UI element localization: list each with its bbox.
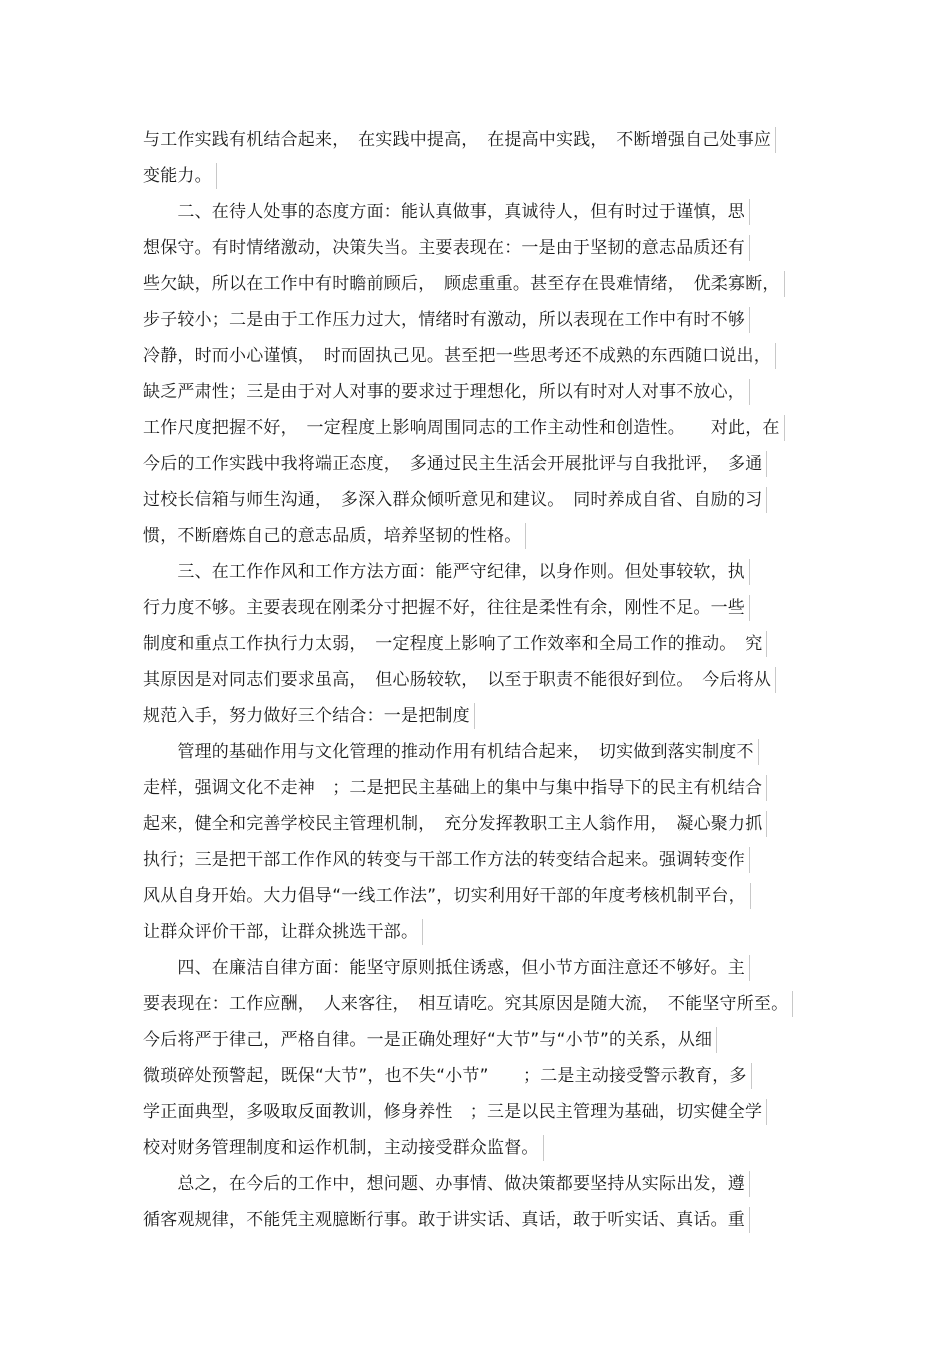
line-text: 校对财务管理制度和运作机制，主动接受群众监督。 bbox=[143, 1138, 539, 1158]
text-line bbox=[143, 158, 217, 194]
text-line bbox=[143, 1058, 752, 1094]
line-text: 些欠缺，所以在工作中有时瞻前顾后， 顾虑重重。甚至存在畏难情绪， 优柔寡断， bbox=[143, 274, 780, 294]
line-text: 四、在廉洁自律方面：能坚守原则抵住诱惑，但小节方面注意还不够好。主 bbox=[143, 958, 745, 978]
text-line bbox=[143, 626, 767, 662]
text-cursor-marker bbox=[474, 703, 475, 729]
text-line bbox=[143, 482, 767, 518]
text-cursor-marker bbox=[784, 415, 785, 441]
text-line bbox=[143, 662, 776, 698]
line-text: 过校长信箱与师生沟通， 多深入群众倾听意见和建议。 同时养成自省、自励的习 bbox=[143, 490, 763, 510]
text-cursor-marker bbox=[716, 1027, 717, 1053]
text-line bbox=[143, 842, 750, 878]
text-line bbox=[143, 698, 475, 734]
text-line bbox=[143, 446, 767, 482]
text-cursor-marker bbox=[766, 631, 767, 657]
line-text: 让群众评价干部，让群众挑选干部。 bbox=[143, 922, 419, 942]
line-text: 今后的工作实践中我将端正态度， 多通过民主生活会开展批评与自我批评， 多通 bbox=[143, 454, 763, 474]
line-text: 二、在待人处事的态度方面：能认真做事，真诚待人，但有时过于谨慎，思 bbox=[143, 202, 745, 222]
text-cursor-marker bbox=[775, 127, 776, 153]
line-text: 缺乏严肃性；三是由于对人对事的要求过于理想化，所以有时对人对事不放心， bbox=[143, 382, 745, 402]
line-text: 想保守。有时情绪激动，决策失当。主要表现在：一是由于坚韧的意志品质还有 bbox=[143, 238, 745, 258]
line-text: 其原因是对同志们要求虽高， 但心肠较软， 以至于职责不能很好到位。 今后将从 bbox=[143, 670, 772, 690]
text-cursor-marker bbox=[749, 595, 750, 621]
text-cursor-marker bbox=[766, 775, 767, 801]
text-line bbox=[143, 770, 767, 806]
text-cursor-marker bbox=[749, 307, 750, 333]
text-cursor-marker bbox=[749, 559, 750, 585]
text-line bbox=[143, 122, 776, 158]
text-cursor-marker bbox=[525, 523, 526, 549]
text-line bbox=[143, 1022, 717, 1058]
text-cursor-marker bbox=[749, 1207, 750, 1233]
text-cursor-marker bbox=[749, 235, 750, 261]
text-cursor-marker bbox=[749, 847, 750, 873]
line-text: 循客观规律，不能凭主观臆断行事。敢于讲实话、真话，敢于听实话、真话。重 bbox=[143, 1210, 745, 1230]
text-line bbox=[143, 1202, 750, 1238]
text-line bbox=[143, 590, 750, 626]
text-cursor-marker bbox=[543, 1135, 544, 1161]
line-text: 要表现在：工作应酬， 人来客往， 相互请吃。究其原因是随大流， 不能坚守所至。 bbox=[143, 994, 789, 1014]
line-text: 惯，不断磨炼自己的意志品质，培养坚韧的性格。 bbox=[143, 526, 522, 546]
text-line bbox=[143, 374, 750, 410]
text-cursor-marker bbox=[766, 811, 767, 837]
text-line bbox=[143, 806, 767, 842]
text-line bbox=[143, 914, 423, 950]
line-text: 与工作实践有机结合起来， 在实践中提高， 在提高中实践， 不断增强自己处事应 bbox=[143, 130, 772, 150]
text-cursor-marker bbox=[766, 487, 767, 513]
line-text: 执行；三是把干部工作作风的转变与干部工作方法的转变结合起来。强调转变作 bbox=[143, 850, 745, 870]
text-cursor-marker bbox=[792, 991, 793, 1017]
text-line bbox=[143, 302, 750, 338]
text-line bbox=[143, 518, 526, 554]
text-cursor-marker bbox=[784, 271, 785, 297]
text-cursor-marker bbox=[749, 379, 750, 405]
text-line bbox=[143, 734, 759, 770]
line-text: 制度和重点工作执行力太弱， 一定程度上影响了工作效率和全局工作的推动。 究 bbox=[143, 634, 763, 654]
text-cursor-marker bbox=[749, 199, 750, 225]
line-text: 学正面典型，多吸取反面教训，修身养性 ；三是以民主管理为基础，切实健全学 bbox=[143, 1102, 763, 1122]
text-cursor-marker bbox=[422, 919, 423, 945]
text-cursor-marker bbox=[775, 667, 776, 693]
text-line bbox=[143, 554, 750, 590]
text-line bbox=[143, 338, 776, 374]
text-line bbox=[143, 878, 751, 914]
text-cursor-marker bbox=[749, 955, 750, 981]
text-cursor-marker bbox=[750, 883, 751, 909]
text-cursor-marker bbox=[216, 163, 217, 189]
line-text: 总之，在今后的工作中，想问题、办事情、做决策都要坚持从实际出发，遵 bbox=[143, 1174, 745, 1194]
line-text: 变能力。 bbox=[143, 166, 212, 186]
text-cursor-marker bbox=[751, 1063, 752, 1089]
text-line bbox=[143, 266, 785, 302]
line-text: 走样，强调文化不走神 ；二是把民主基础上的集中与集中指导下的民主有机结合 bbox=[143, 778, 763, 798]
text-line bbox=[143, 986, 793, 1022]
line-text: 冷静，时而小心谨慎， 时而固执己见。甚至把一些思考还不成熟的东西随口说出， bbox=[143, 346, 771, 366]
text-line bbox=[143, 194, 750, 230]
line-text: 行力度不够。主要表现在刚柔分寸把握不好，往往是柔性有余，刚性不足。一些 bbox=[143, 598, 745, 618]
text-cursor-marker bbox=[758, 739, 759, 765]
line-text: 起来，健全和完善学校民主管理机制， 充分发挥教职工主人翁作用， 凝心聚力抓 bbox=[143, 814, 763, 834]
text-cursor-marker bbox=[766, 451, 767, 477]
text-line bbox=[143, 410, 785, 446]
line-text: 工作尺度把握不好， 一定程度上影响周围同志的工作主动性和创造性。 对此，在 bbox=[143, 418, 780, 438]
text-line bbox=[143, 1130, 544, 1166]
line-text: 步子较小；二是由于工作压力过大，情绪时有激动，所以表现在工作中有时不够 bbox=[143, 310, 745, 330]
text-line bbox=[143, 1166, 750, 1202]
line-text: 管理的基础作用与文化管理的推动作用有机结合起来， 切实做到落实制度不 bbox=[143, 742, 754, 762]
text-line bbox=[143, 230, 750, 266]
line-text: 规范入手，努力做好三个结合：一是把制度 bbox=[143, 706, 470, 726]
text-cursor-marker bbox=[775, 343, 776, 369]
line-text: 微琐碎处预警起，既保“大节”，也不失“小节” ；二是主动接受警示教育，多 bbox=[143, 1066, 747, 1086]
line-text: 风从自身开始。大力倡导“一线工作法”，切实利用好干部的年度考核机制平台， bbox=[143, 886, 746, 906]
line-text: 三、在工作作风和工作方法方面：能严守纪律，以身作则。但处事较软，执 bbox=[143, 562, 745, 582]
text-line bbox=[143, 950, 750, 986]
text-cursor-marker bbox=[766, 1099, 767, 1125]
text-line bbox=[143, 1094, 767, 1130]
line-text: 今后将严于律己，严格自律。一是正确处理好“大节”与“小节”的关系，从细 bbox=[143, 1030, 713, 1050]
text-cursor-marker bbox=[749, 1171, 750, 1197]
